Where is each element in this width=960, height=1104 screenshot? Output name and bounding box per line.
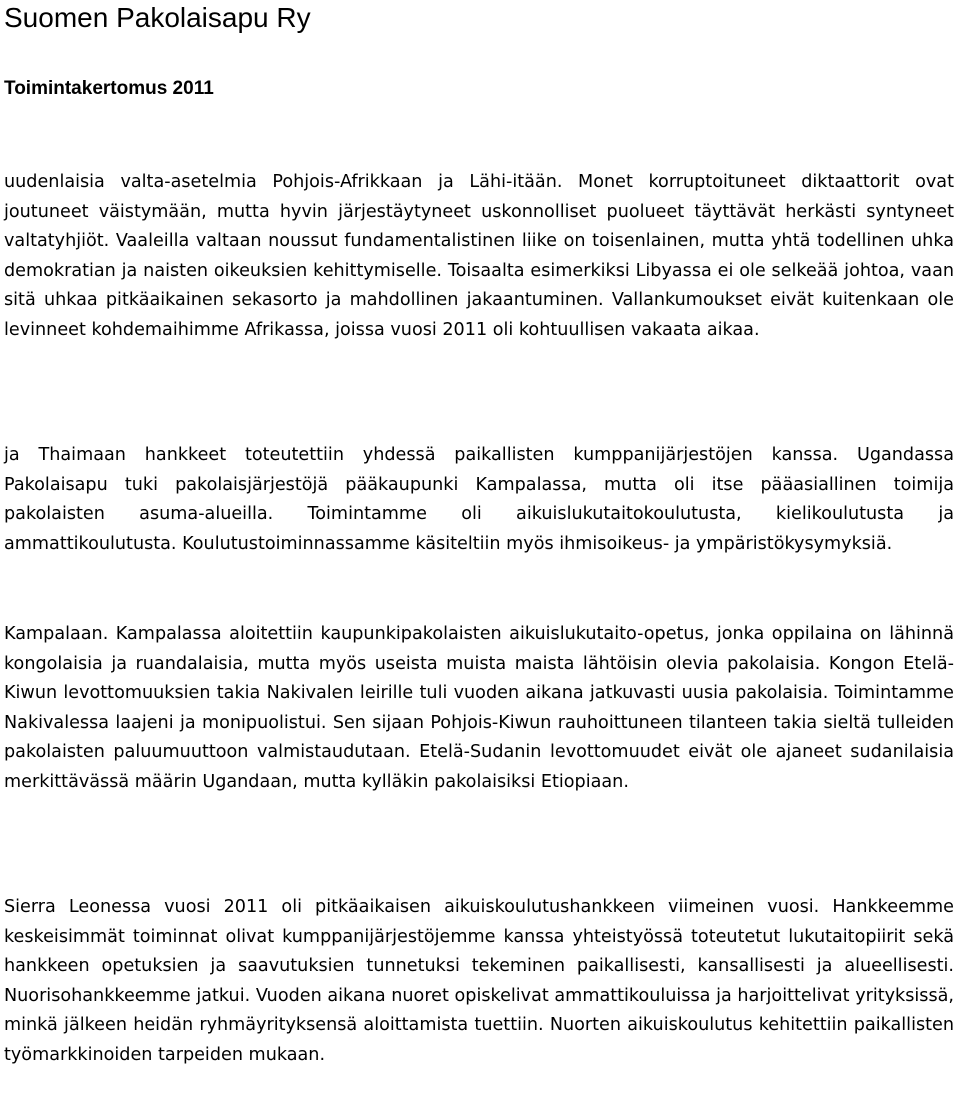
paragraph-kampala: Kampalaan. Kampalassa aloitettiin kaupunkipakolaisten aikuislukutaito-opetus, jonka oppilaina on lähinnä kongolaisia ja ruandalaisia, mutta myös useista muista maista lähtöisin olevia pakolaisia. Kongon Etelä-Kiwun levottomuuksien takia Nakivalen leirille tuli vuoden aikana jatkuvasti uusia pakolaisia. Toimintamme Nakivalessa laajeni ja monipuolistui. Sen sijaan Pohjois-Kiwun rauhoittuneen tilanteen takia sieltä tulleiden pakolaisten paluumuuttoon valmistaudutaan. Etelä-Sudanin levottomuudet eivät ole ajaneet sudanilaisia merkittävässä määrin Ugandaan, mutta kylläkin pakolaisiksi Etiopiaan.	[4, 624, 954, 792]
report-title: Toimintakertomus 2011	[4, 78, 214, 99]
paragraph-political-situation: uudenlaisia valta-asetelmia Pohjois-Afrikkaan ja Lähi-itään. Monet korruptoituneet diktaattorit ovat joutuneet väistymään, mutta hyvin järjestäytyneet uskonnolliset puolueet täyttävät herkästi syntyneet valtatyhjiöt. Vaaleilla valtaan noussut fundamentalistinen liike on toisenlainen, mutta yhtä todellinen uhka demokratian ja naisten oikeuksien kehittymiselle. Toisaalta esimerkiksi Libyassa ei ole selkeää johtoa, vaan sitä uhkaa pitkäaikainen sekasorto ja mahdollinen jakaantuminen. Vallankumoukset eivät kuitenkaan ole levinneet kohdemaihimme Afrikassa, joissa vuosi 2011 oli kohtuullisen vakaata aikaa.	[4, 172, 954, 340]
paragraph-sierra-leone: Sierra Leonessa vuosi 2011 oli pitkäaikaisen aikuiskoulutushankkeen viimeinen vuosi. Hankkeemme keskeisimmät toiminnat olivat kumppanijärjestöjemme kanssa yhteistyössä toteutetut lukutaitopiirit sekä hankkeen opetuksien ja saavutuksien tunnetuksi tekeminen paikallisesti, kansallisesti ja alueellisesti. Nuorisohankkeemme jatkui. Vuoden aikana nuoret opiskelivat ammattikouluissa ja harjoittelivat yrityksissä, minkä jälkeen heidän ryhmäyrityksensä aloittamista tuettiin. Nuorten aikuiskoulutus kehitettiin paikallisten työmarkkinoiden tarpeiden mukaan.	[4, 897, 954, 1065]
organization-title: Suomen Pakolaisapu Ry	[4, 2, 311, 33]
paragraph-uganda-partners: ja Thaimaan hankkeet toteutettiin yhdessä paikallisten kumppanijärjestöjen kanssa. Ugandassa Pakolaisapu tuki pakolaisjärjestöjä pääkaupunki Kampalassa, mutta oli itse pääasiallinen toimija pakolaisten asuma-alueilla. Toimintamme oli aikuislukutaitokoulutusta, kielikoulutusta ja ammattikoulutusta. Koulutustoiminnassamme käsiteltiin myös ihmisoikeus- ja ympäristökysymyksiä.	[4, 445, 954, 554]
